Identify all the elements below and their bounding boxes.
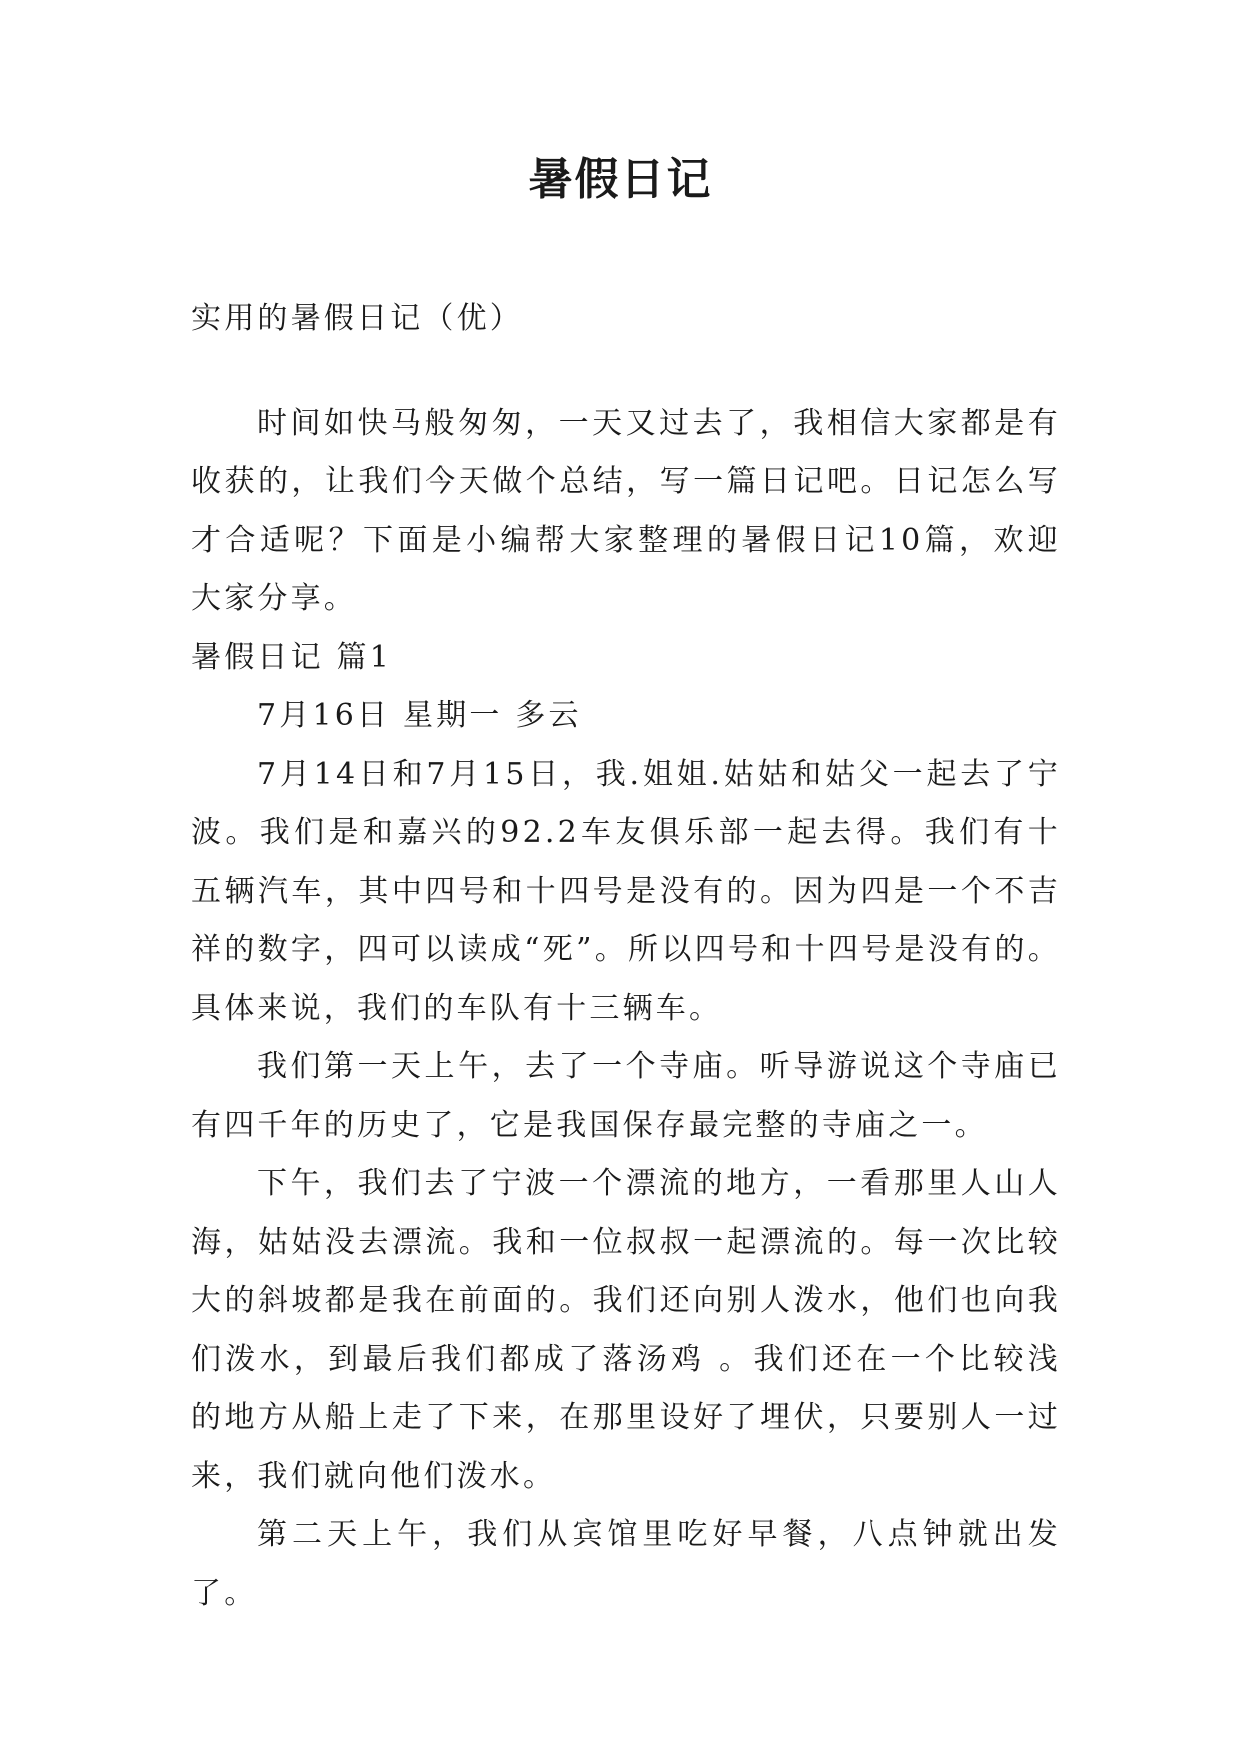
document-subtitle: 实用的暑假日记（优） [191, 301, 523, 336]
body-paragraph: 下午，我们去了宁波一个漂流的地方，一看那里人山人海，姑姑没去漂流。我和一位叔叔一起漂流的。每一次比较大的斜坡都是我在前面的。我们还向别人泼水，他们也向我们泼水，到最后我们都成了落汤鸡 。我们还在一个比较浅的地方从船上走了下来，在那里设好了埋伏，只要别人一过来，我们就向他们泼水。 [191, 1166, 1061, 1494]
document-title: 暑假日记 [528, 154, 713, 205]
document-body [191, 290, 1061, 1623]
body-paragraph: 我们第一天上午，去了一个寺庙。听导游说这个寺庙已有四千年的历史了，它是我国保存最完整的寺庙之一。 [191, 1049, 1061, 1143]
section-heading: 暑假日记 篇1 [191, 639, 393, 675]
diary-date-line: 7月16日 星期一 多云 [257, 698, 582, 733]
intro-paragraph: 时间如快马般匆匆，一天又过去了，我相信大家都是有收获的，让我们今天做个总结，写一篇日记吧。日记怎么写才合适呢？下面是小编帮大家整理的暑假日记10篇，欢迎大家分享。 [191, 405, 1061, 616]
body-paragraph: 第二天上午，我们从宾馆里吃好早餐，八点钟就出发了。 [191, 1517, 1061, 1611]
body-paragraph: 7月14日和7月15日，我.姐姐.姑姑和姑父一起去了宁波。我们是和嘉兴的92.2车友俱乐部一起去得。我们有十五辆汽车，其中四号和十四号是没有的。因为四是一个不吉祥的数字，四可以读成“死”。所以四号和十四号是没有的。具体来说，我们的车队有十三辆车。 [191, 756, 1061, 1026]
